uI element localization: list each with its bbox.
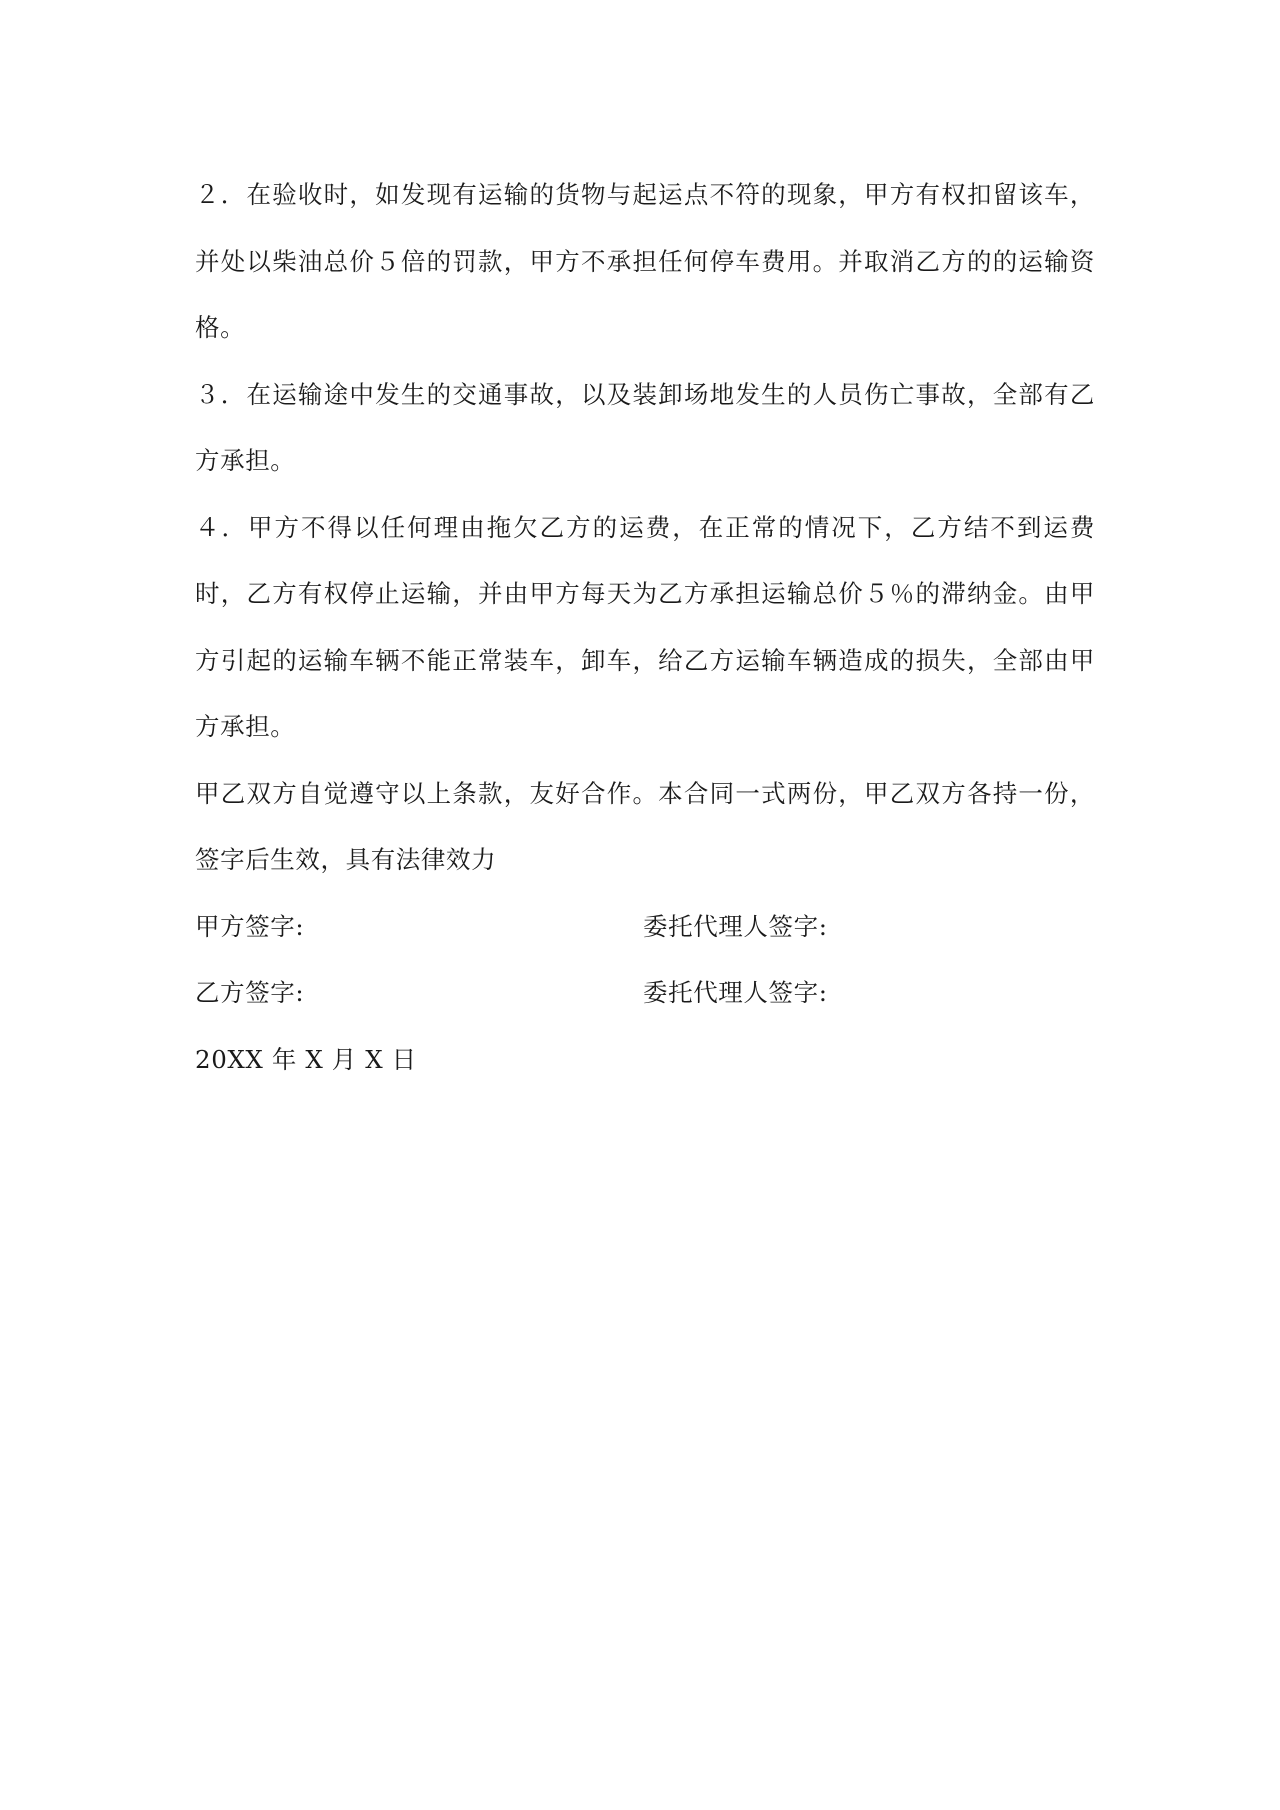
contract-body (195, 162, 1095, 1093)
clause-4: ４．甲方不得以任何理由拖欠乙方的运费，在正常的情况下，乙方结不到运费时，乙方有权停止运输，并由甲方每天为乙方承担运输总价５％的滞纳金。由甲方引起的运输车辆不能正常装车，卸车，给乙方运输车辆造成的损失，全部由甲方承担。 (195, 512, 1095, 741)
party-a-signature-label: 甲方签字: (195, 911, 305, 941)
closing-statement: 甲乙双方自觉遵守以上条款，友好合作。本合同一式两份，甲乙双方各持一份，签字后生效，具有法律效力 (195, 778, 1095, 874)
signature-row-party-b (195, 960, 1095, 1027)
party-a-agent-signature-label: 委托代理人签字: (643, 911, 828, 941)
party-b-signature-label: 乙方签字: (195, 978, 305, 1007)
party-b-agent-signature-label: 委托代理人签字: (643, 978, 828, 1007)
contract-date: 20XX 年 X 月 X 日 (195, 1044, 417, 1074)
clause-2: ２．在验收时，如发现有运输的货物与起运点不符的现象，甲方有权扣留该车，并处以柴油总价５倍的罚款，甲方不承担任何停车费用。并取消乙方的的运输资格。 (195, 180, 1095, 342)
clause-3: ３．在运输途中发生的交通事故，以及装卸场地发生的人员伤亡事故，全部有乙方承担。 (195, 379, 1095, 475)
signature-row-party-a (195, 894, 1095, 961)
